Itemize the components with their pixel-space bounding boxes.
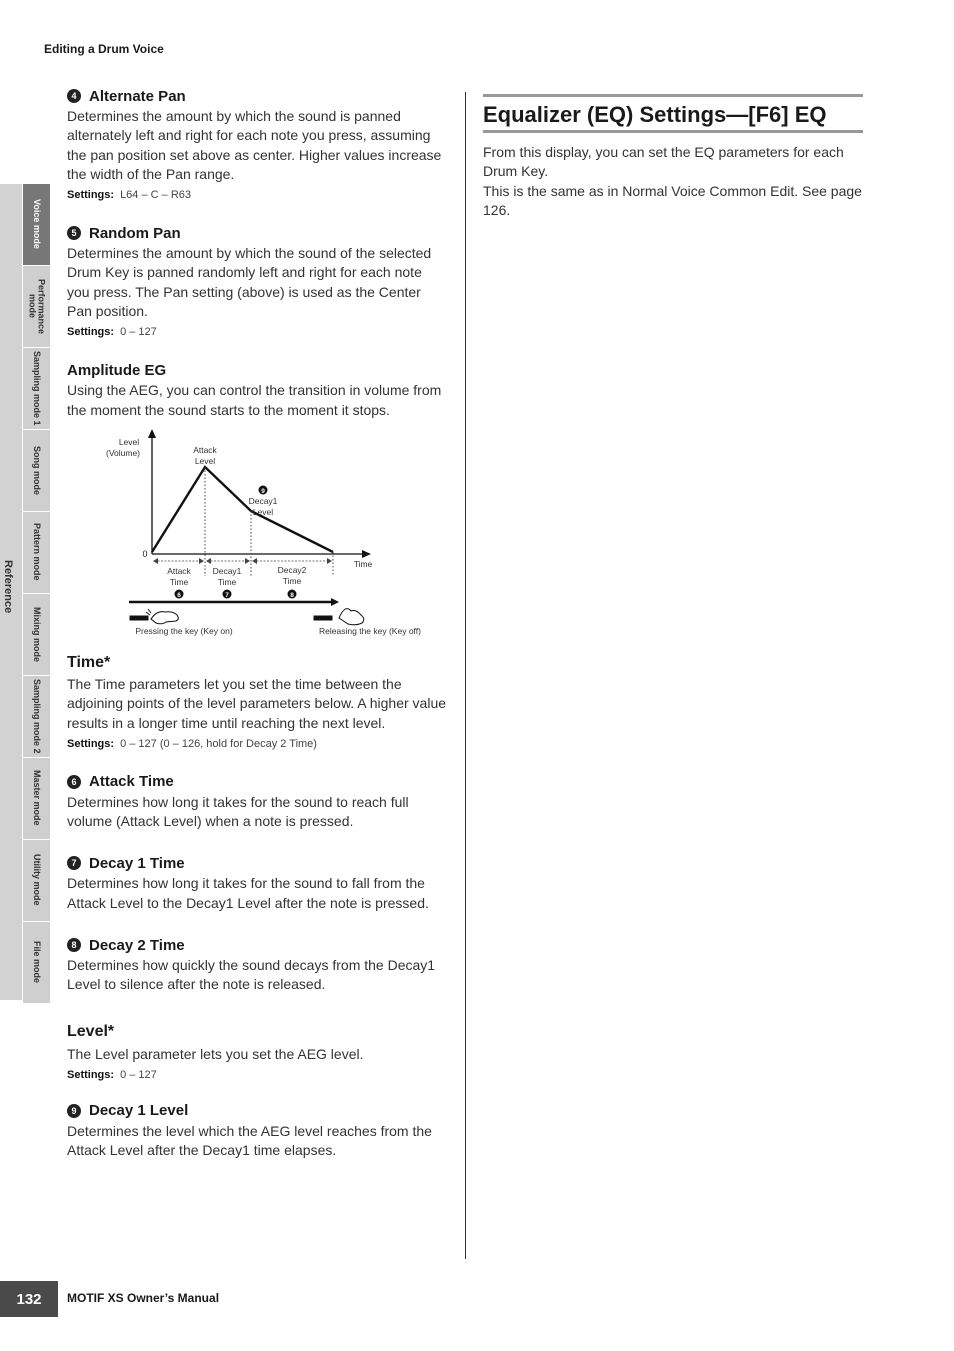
subheading-text: Decay 1 Time — [89, 854, 185, 872]
aeg-diagram — [67, 426, 447, 636]
section-alternate-pan — [67, 86, 447, 201]
tab-label: Master mode — [32, 770, 42, 827]
body-text: Determines how long it takes for the sound to fall from the Attack Level to the Decay1 Level after the note is pressed. — [67, 875, 429, 911]
right-column — [483, 94, 863, 220]
tab-label: Performance mode — [27, 278, 47, 334]
body-text: Using the AEG, you can control the transition in volume from the moment the sound starts to the moment it stops. — [67, 382, 442, 418]
settings-value: 0 – 127 — [120, 1068, 157, 1081]
decay1-time-num: 7 — [225, 591, 229, 599]
subheading-text: Alternate Pan — [89, 87, 186, 105]
tab-utility-mode[interactable] — [23, 840, 50, 921]
subheading — [67, 86, 447, 106]
subheading — [67, 935, 447, 955]
subheading-text: Attack Time — [89, 773, 174, 791]
level-label: Level — [118, 436, 140, 447]
tab-voice-mode[interactable] — [23, 184, 50, 265]
tab-sampling-mode-1[interactable] — [23, 348, 50, 429]
zero-label: 0 — [142, 548, 148, 559]
attack-level-label-2: Level — [194, 455, 216, 466]
column-divider — [465, 92, 466, 1259]
number-badge: 7 — [67, 856, 81, 870]
settings-line — [67, 189, 447, 201]
section-decay1-level — [67, 1101, 447, 1161]
settings-line — [67, 326, 447, 338]
tab-sampling-mode-2[interactable] — [23, 676, 50, 757]
tab-file-mode[interactable] — [23, 922, 50, 1003]
section-decay2-time — [67, 935, 447, 995]
body-text: The Level parameter lets you set the AEG level. — [67, 1045, 364, 1062]
running-head: Editing a Drum Voice — [44, 42, 164, 56]
tab-label: File mode — [32, 941, 42, 984]
reference-label: Reference — [2, 560, 14, 614]
body-text: Determines how quickly the sound decays from the Decay1 Level to silence after the note is released. — [67, 957, 436, 993]
tab-label: Utility mode — [32, 854, 42, 906]
attack-time-label-2: Time — [169, 576, 189, 587]
number-badge: 5 — [67, 226, 81, 240]
section-heading: Time* — [67, 653, 111, 671]
section-random-pan — [67, 223, 447, 338]
tab-label: Sampling mode 2 — [32, 678, 42, 754]
body-line-2: This is the same as in Normal Voice Common Edit. See page 126. — [483, 182, 862, 218]
level-label-2: (Volume) — [105, 447, 141, 458]
body-text: Determines the level which the AEG level reaches from the Attack Level after the Decay1 time elapses. — [67, 1122, 432, 1159]
subheading-text: Decay 1 Level — [89, 1102, 189, 1120]
section-decay1-time — [67, 853, 447, 913]
number-badge: 8 — [67, 938, 81, 952]
settings-label: Settings: — [67, 189, 115, 202]
tab-performance-mode[interactable] — [23, 266, 50, 347]
manual-title: MOTIF XS Owner’s Manual — [67, 1291, 220, 1305]
page-section-title: Equalizer (EQ) Settings—[F6] EQ — [483, 94, 863, 133]
body-text — [483, 143, 863, 220]
tab-mixing-mode[interactable] — [23, 594, 50, 675]
decay1-time-label-2: Time — [217, 576, 237, 587]
decay2-time-label: Decay2 — [277, 564, 307, 575]
body-text: The Time parameters let you set the time between the adjoining points of the level parameters below. A higher value results in a longer time until reaching the next level. — [67, 675, 447, 731]
attack-time-num: 6 — [177, 591, 181, 599]
left-column — [67, 86, 447, 1161]
section-level — [67, 1021, 447, 1081]
settings-value: 0 – 127 (0 – 126, hold for Decay 2 Time) — [120, 737, 317, 750]
settings-label: Settings: — [67, 326, 115, 339]
key-on-hand-icon — [130, 609, 178, 624]
body-text: Determines the amount by which the sound of the selected Drum Key is panned randomly left and right for each note you press. The Pan setting (above) is used as the Center Pan position. — [67, 245, 432, 320]
decay1-level-label: Decay1 — [248, 495, 278, 506]
body-text: Determines the amount by which the sound is panned alternately left and right for each note you press, assuming the pan position set above as center. Higher values increase the width of the Pan range. — [67, 108, 442, 182]
settings-line — [67, 738, 447, 750]
decay2-time-label-2: Time — [282, 575, 302, 586]
tab-label: Pattern mode — [32, 523, 42, 581]
settings-value: L64 – C – R63 — [120, 189, 191, 202]
tab-label: Song mode — [32, 445, 42, 495]
tab-song-mode[interactable] — [23, 430, 50, 511]
section-heading: Level* — [67, 1022, 115, 1040]
key-on-label: Pressing the key (Key on) — [135, 625, 233, 636]
subheading — [67, 853, 447, 873]
key-off-hand-icon — [314, 609, 364, 625]
settings-value: 0 – 127 — [120, 326, 157, 339]
subheading — [67, 1101, 447, 1121]
tab-pattern-mode[interactable] — [23, 512, 50, 593]
decay1-level-num: 9 — [261, 487, 265, 495]
section-attack-time — [67, 772, 447, 832]
mode-tabs — [23, 184, 50, 1004]
decay2-time-num: 8 — [290, 591, 294, 599]
body-line-1: From this display, you can set the EQ parameters for each Drum Key. — [483, 144, 844, 180]
tab-label: Sampling mode 1 — [32, 350, 42, 426]
number-badge: 9 — [67, 1104, 81, 1118]
attack-time-label: Attack — [167, 565, 191, 576]
section-amplitude-eg — [67, 360, 447, 420]
settings-line — [67, 1069, 447, 1081]
tab-label: Voice mode — [32, 199, 42, 250]
key-duration-arrow — [331, 598, 339, 606]
number-badge: 6 — [67, 775, 81, 789]
x-axis-arrow — [362, 550, 371, 558]
y-axis-arrow — [148, 429, 156, 438]
section-time — [67, 652, 447, 750]
subheading — [67, 772, 447, 792]
decay1-time-label: Decay1 — [212, 565, 242, 576]
number-badge: 4 — [67, 89, 81, 103]
tab-label: Mixing mode — [32, 606, 42, 662]
tab-master-mode[interactable] — [23, 758, 50, 839]
settings-label: Settings: — [67, 1068, 115, 1081]
envelope-curve — [152, 467, 333, 552]
subheading-text: Amplitude EG — [67, 361, 167, 379]
body-text: Determines how long it takes for the sound to reach full volume (Attack Level) when a note is pressed. — [67, 793, 409, 830]
subheading — [67, 360, 447, 380]
decay1-level-label-2: Level — [252, 506, 274, 517]
subheading-text: Decay 2 Time — [89, 936, 185, 954]
page-number: 132 — [0, 1281, 58, 1317]
attack-level-label: Attack — [193, 444, 217, 455]
settings-label: Settings: — [67, 737, 115, 750]
subheading-text: Random Pan — [89, 224, 181, 242]
key-off-label: Releasing the key (Key off) — [319, 625, 421, 636]
subheading — [67, 223, 447, 243]
time-label: Time — [353, 558, 373, 569]
